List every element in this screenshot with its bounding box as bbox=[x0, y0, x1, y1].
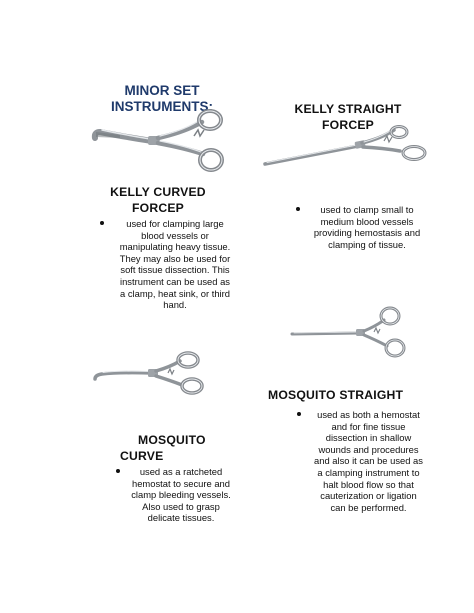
desc-line: a clamp, heat sink, or third bbox=[120, 287, 230, 299]
desc-line: They may also be used for bbox=[119, 252, 231, 264]
kelly-curved-heading bbox=[108, 184, 208, 216]
desc-line: hemostat to secure and bbox=[132, 477, 230, 489]
desc-line: delicate tissues. bbox=[147, 512, 215, 524]
desc-line: clamp bleeding vessels. bbox=[131, 489, 231, 501]
desc-line: soft tissue dissection. This bbox=[120, 264, 230, 276]
desc-line: used as both a hemostat bbox=[317, 409, 420, 420]
kelly-curved-heading-line-1: KELLY CURVED bbox=[110, 185, 206, 199]
mosquito-curve-heading bbox=[120, 432, 220, 464]
desc-line: hand. bbox=[163, 299, 187, 311]
bullet-icon bbox=[296, 207, 300, 211]
mosquito-curve-heading-line-1: MOSQUITO bbox=[138, 433, 206, 447]
bullet-icon bbox=[297, 412, 301, 416]
desc-line: a clamping instrument to bbox=[317, 466, 420, 478]
desc-line: halt blood flow so that bbox=[323, 478, 414, 490]
page-title-line-2: INSTRUMENTS: bbox=[111, 99, 213, 114]
kelly-straight-heading-line-1: KELLY STRAIGHT bbox=[294, 102, 402, 116]
kelly-straight-heading-line-2: FORCEP bbox=[322, 118, 374, 132]
desc-line: used for clamping large bbox=[126, 218, 224, 229]
desc-line: medium blood vessels bbox=[320, 215, 414, 227]
mosquito-curve-description bbox=[118, 466, 244, 524]
mosquito-curve-image bbox=[92, 348, 212, 398]
desc-line: and for fine tissue bbox=[331, 420, 406, 432]
desc-line: Also used to grasp bbox=[142, 500, 220, 512]
page-title-line-1: MINOR SET bbox=[124, 83, 200, 98]
desc-line: instrument can be used as bbox=[120, 275, 230, 287]
desc-line: manipulating heavy tissue. bbox=[119, 241, 231, 253]
desc-line: cauterization or ligation bbox=[320, 490, 417, 502]
mosquito-straight-image bbox=[290, 306, 420, 360]
desc-line: clamping of tissue. bbox=[328, 238, 406, 250]
kelly-curved-description bbox=[106, 218, 244, 311]
desc-line: blood vessels or bbox=[141, 229, 209, 241]
mosquito-straight-description bbox=[302, 409, 435, 513]
kelly-curved-forcep-image bbox=[90, 108, 230, 178]
desc-line: and also it can be used as bbox=[314, 455, 423, 467]
bullet-icon bbox=[100, 221, 104, 225]
desc-line: wounds and procedures bbox=[318, 443, 419, 455]
kelly-straight-description bbox=[303, 204, 431, 250]
desc-line: can be performed. bbox=[330, 501, 407, 513]
mosquito-straight-heading: MOSQUITO STRAIGHT bbox=[268, 388, 404, 402]
desc-line: used to clamp small to bbox=[320, 204, 414, 215]
desc-line: dissection in shallow bbox=[325, 432, 412, 444]
kelly-curved-heading-line-2: FORCEP bbox=[132, 201, 184, 215]
mosquito-curve-heading-line-2: CURVE bbox=[120, 449, 164, 463]
desc-line: providing hemostasis and bbox=[313, 227, 421, 239]
desc-line: used as a ratcheted bbox=[139, 466, 223, 477]
kelly-straight-forcep-image bbox=[262, 124, 432, 170]
